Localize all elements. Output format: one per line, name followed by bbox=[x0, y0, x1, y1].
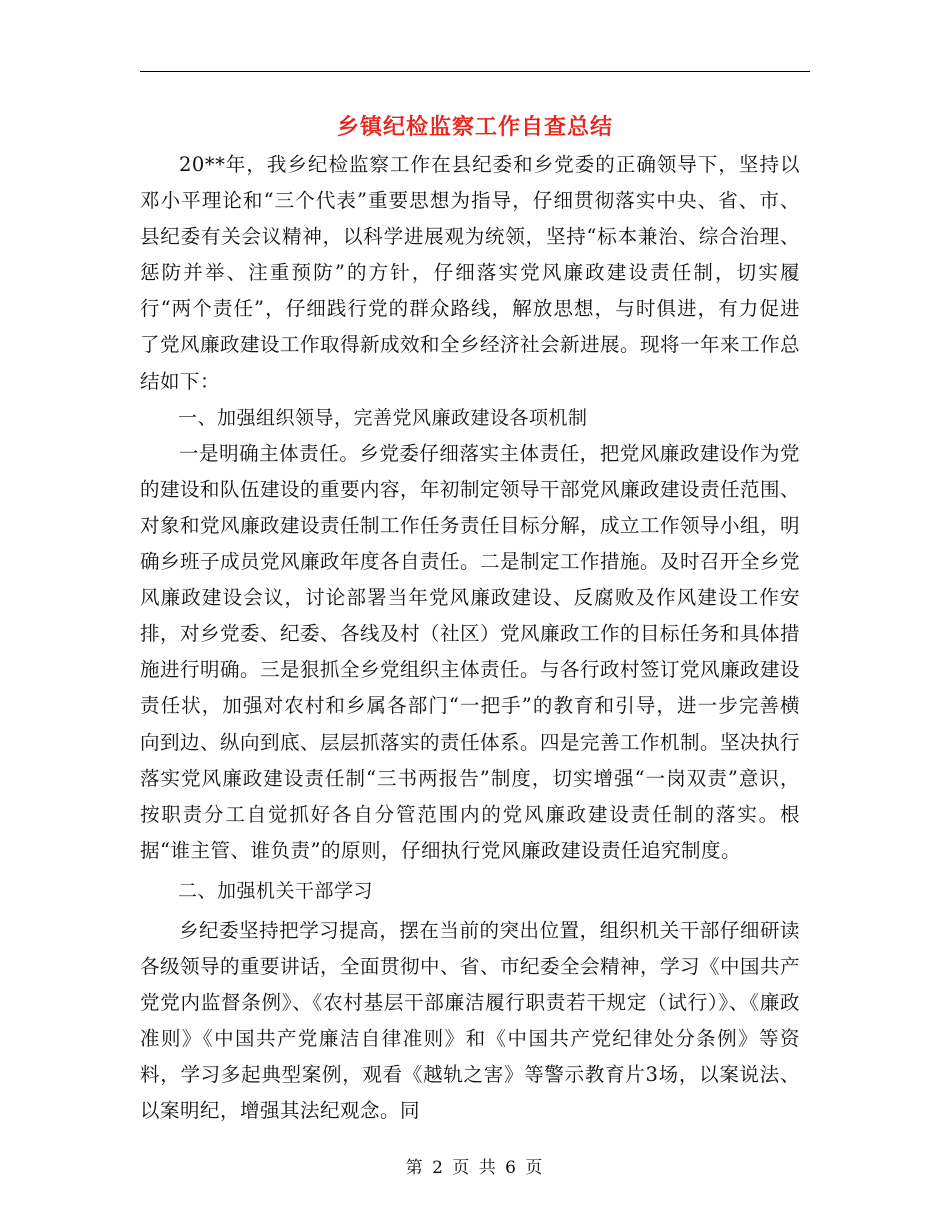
page-footer: 第 2 页 共 6 页 bbox=[405, 1158, 545, 1178]
section-2-paragraph: 乡纪委坚持把学习提高，摆在当前的突出位置，组织机关干部仔细研读各级领导的重要讲话，全面贯彻中、省、市纪委全会精神，学习《中国共产党党内监督条例》、《农村基层干部廉洁履行职责若干规定（试行）》、《廉政准则》《中国共产党廉洁自律准则》和《中国共产党纪律处分条例》等资料，学习多起典型案例，观看《越轨之害》等警示教育片3场，以案说法、以案明纪，增强其法纪观念。同 bbox=[140, 918, 801, 1123]
section-1-paragraph: 一是明确主体责任。乡党委仔细落实主体责任，把党风廉政建设作为党的建设和队伍建设的重要内容，年初制定领导干部党风廉政建设责任范围、对象和党风廉政建设责任制工作任务责任目标分解，成立工作领导小组，明确乡班子成员党风廉政年度各自责任。二是制定工作措施。及时召开全乡党风廉政建设会议，讨论部署当年党风廉政建设、反腐败及作风建设工作安排，对乡党委、纪委、各线及村（社区）党风廉政工作的目标任务和具体措施进行明确。三是狠抓全乡党组织主体责任。与各行政村签订党风廉政建设责任状，加强对农村和乡属各部门“一把手”的教育和引导，进一步完善横向到边、纵向到底、层层抓落实的责任体系。四是完善工作机制。坚决执行落实党风廉政建设责任制“三书两报告”制度，切实增强“一岗双责”意识，按职责分工自觉抓好各自分管范围内的党风廉政建设责任制的落实。根据“谁主管、谁负责”的原则，仔细执行党风廉政建设责任追究制度。 bbox=[140, 441, 801, 862]
document-title: 乡镇纪检监察工作自查总结 bbox=[336, 114, 613, 140]
section-heading-1: 一、加强组织领导，完善党风廉政建设各项机制 bbox=[178, 406, 588, 429]
intro-paragraph: 20**年，我乡纪检监察工作在县纪委和乡党委的正确领导下，坚持以邓小平理论和“三个代表”重要思想为指导，仔细贯彻落实中央、省、市、县纪委有关会议精神，以科学进展观为统领，坚持“标本兼治、综合治理、惩防并举、注重预防”的方针，仔细落实党风廉政建设责任制，切实履行“两个责任”，仔细践行党的群众路线，解放思想，与时俱进，有力促进了党风廉政建设工作取得新成效和全乡经济社会新进展。现将一年来工作总结如下： bbox=[140, 153, 801, 393]
header-rule bbox=[140, 71, 810, 72]
document-body bbox=[140, 147, 800, 1130]
section-heading-2: 二、加强机关干部学习 bbox=[178, 879, 374, 902]
